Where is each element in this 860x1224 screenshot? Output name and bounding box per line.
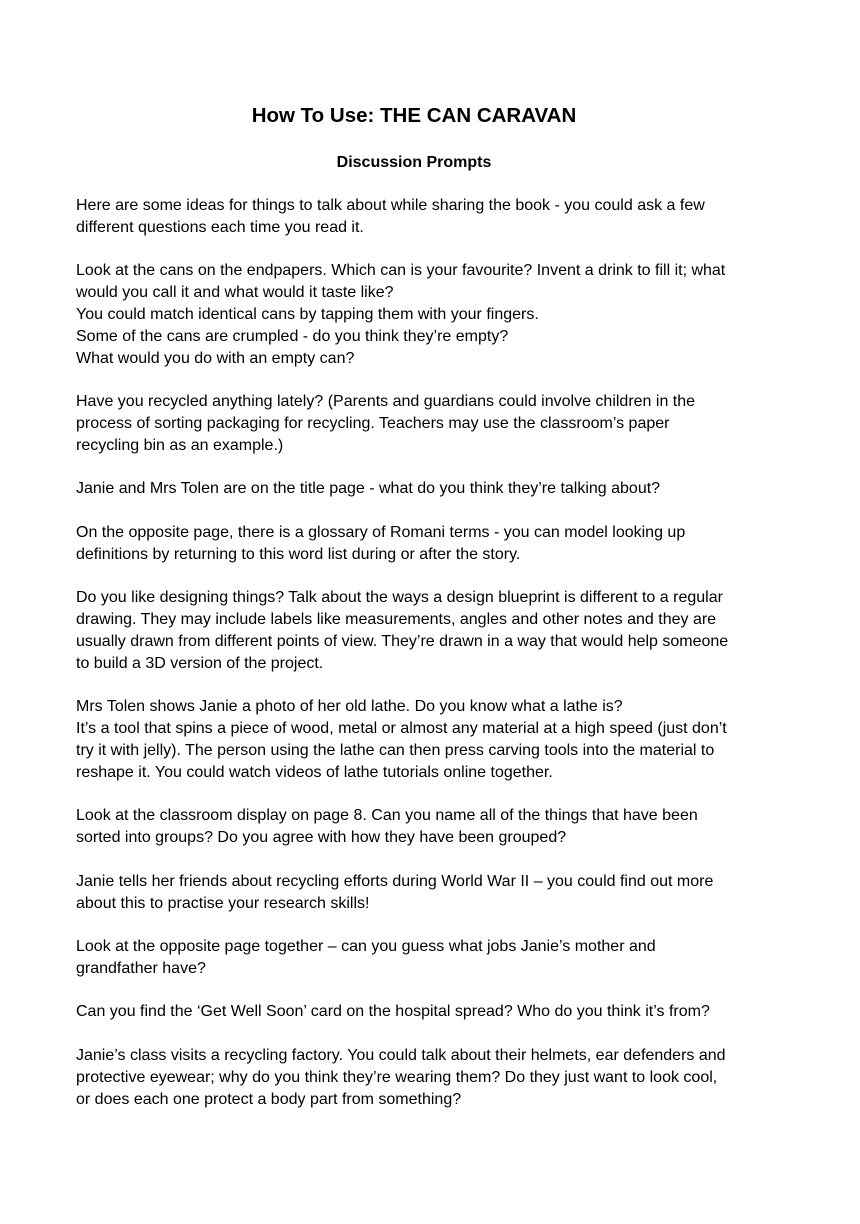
text-line: Janie tells her friends about recycling efforts during World War II – you could find out more: [76, 872, 714, 890]
text-line: Mrs Tolen shows Janie a photo of her old lathe. Do you know what a lathe is?: [76, 698, 623, 716]
paragraph: [76, 871, 760, 915]
text-line: Have you recycled anything lately? (Parents and guardians could involve children in the: [76, 393, 696, 411]
paragraph: [76, 1001, 760, 1023]
text-line: process of sorting packaging for recycling. Teachers may use the classroom’s paper: [76, 414, 670, 432]
paragraph: [76, 1045, 760, 1110]
paragraph: [76, 805, 760, 849]
section-heading: Discussion Prompts: [336, 154, 492, 171]
text-line: Janie’s class visits a recycling factory. You could talk about their helmets, ear defenders and: [76, 1047, 726, 1065]
text-line: Look at the classroom display on page 8. Can you name all of the things that have been: [76, 807, 698, 825]
text-line: It’s a tool that spins a piece of wood, metal or almost any material at a high speed (just don’t: [76, 720, 727, 738]
text-line: reshape it. You could watch videos of lathe tutorials online together.: [76, 763, 553, 781]
page-title: How To Use: THE CAN CARAVAN: [251, 104, 577, 127]
text-line: protective eyewear; why do you think they’re wearing them? Do they just want to look cool,: [76, 1068, 718, 1086]
text-line: grandfather have?: [76, 959, 206, 977]
paragraph: [76, 522, 760, 566]
text-line: Look at the cans on the endpapers. Which can is your favourite? Invent a drink to fill it; what: [76, 262, 726, 280]
text-line: would you call it and what would it taste like?: [76, 284, 394, 302]
text-line: Do you like designing things? Talk about the ways a design blueprint is different to a regular: [76, 589, 723, 607]
paragraph: [76, 391, 760, 456]
text-line: drawing. They may include labels like measurements, angles and other notes and they are: [76, 611, 717, 629]
paragraph: [76, 195, 760, 239]
text-line: different questions each time you read it.: [76, 218, 364, 236]
text-line: Look at the opposite page together – can you guess what jobs Janie’s mother and: [76, 938, 656, 956]
body-text: [76, 195, 760, 1132]
text-line: sorted into groups? Do you agree with how they have been grouped?: [76, 829, 567, 847]
text-line: to build a 3D version of the project.: [76, 654, 324, 672]
text-line: What would you do with an empty can?: [76, 349, 355, 367]
text-line: usually drawn from different points of view. They’re drawn in a way that would help someone: [76, 632, 729, 650]
text-line: Here are some ideas for things to talk about while sharing the book - you could ask a few: [76, 197, 705, 214]
paragraph: [76, 936, 760, 980]
text-line: Janie and Mrs Tolen are on the title page - what do you think they’re talking about?: [76, 480, 661, 498]
text-line: try it with jelly). The person using the lathe can then press carving tools into the material to: [76, 741, 715, 759]
text-line: Some of the cans are crumpled - do you think they’re empty?: [76, 327, 509, 345]
text-line: or does each one protect a body part from something?: [76, 1090, 462, 1108]
text-line: definitions by returning to this word list during or after the story.: [76, 545, 521, 563]
text-line: about this to practise your research skills!: [76, 894, 370, 912]
paragraph: [76, 260, 760, 369]
text-line: Can you find the ‘Get Well Soon’ card on the hospital spread? Who do you think it’s from?: [76, 1003, 710, 1021]
text-line: You could match identical cans by tapping them with your fingers.: [76, 305, 539, 323]
text-line: On the opposite page, there is a glossary of Romani terms - you can model looking up: [76, 523, 686, 541]
paragraph: [76, 696, 760, 783]
paragraph: [76, 587, 760, 674]
text-line: recycling bin as an example.): [76, 436, 284, 454]
paragraph: [76, 478, 760, 500]
